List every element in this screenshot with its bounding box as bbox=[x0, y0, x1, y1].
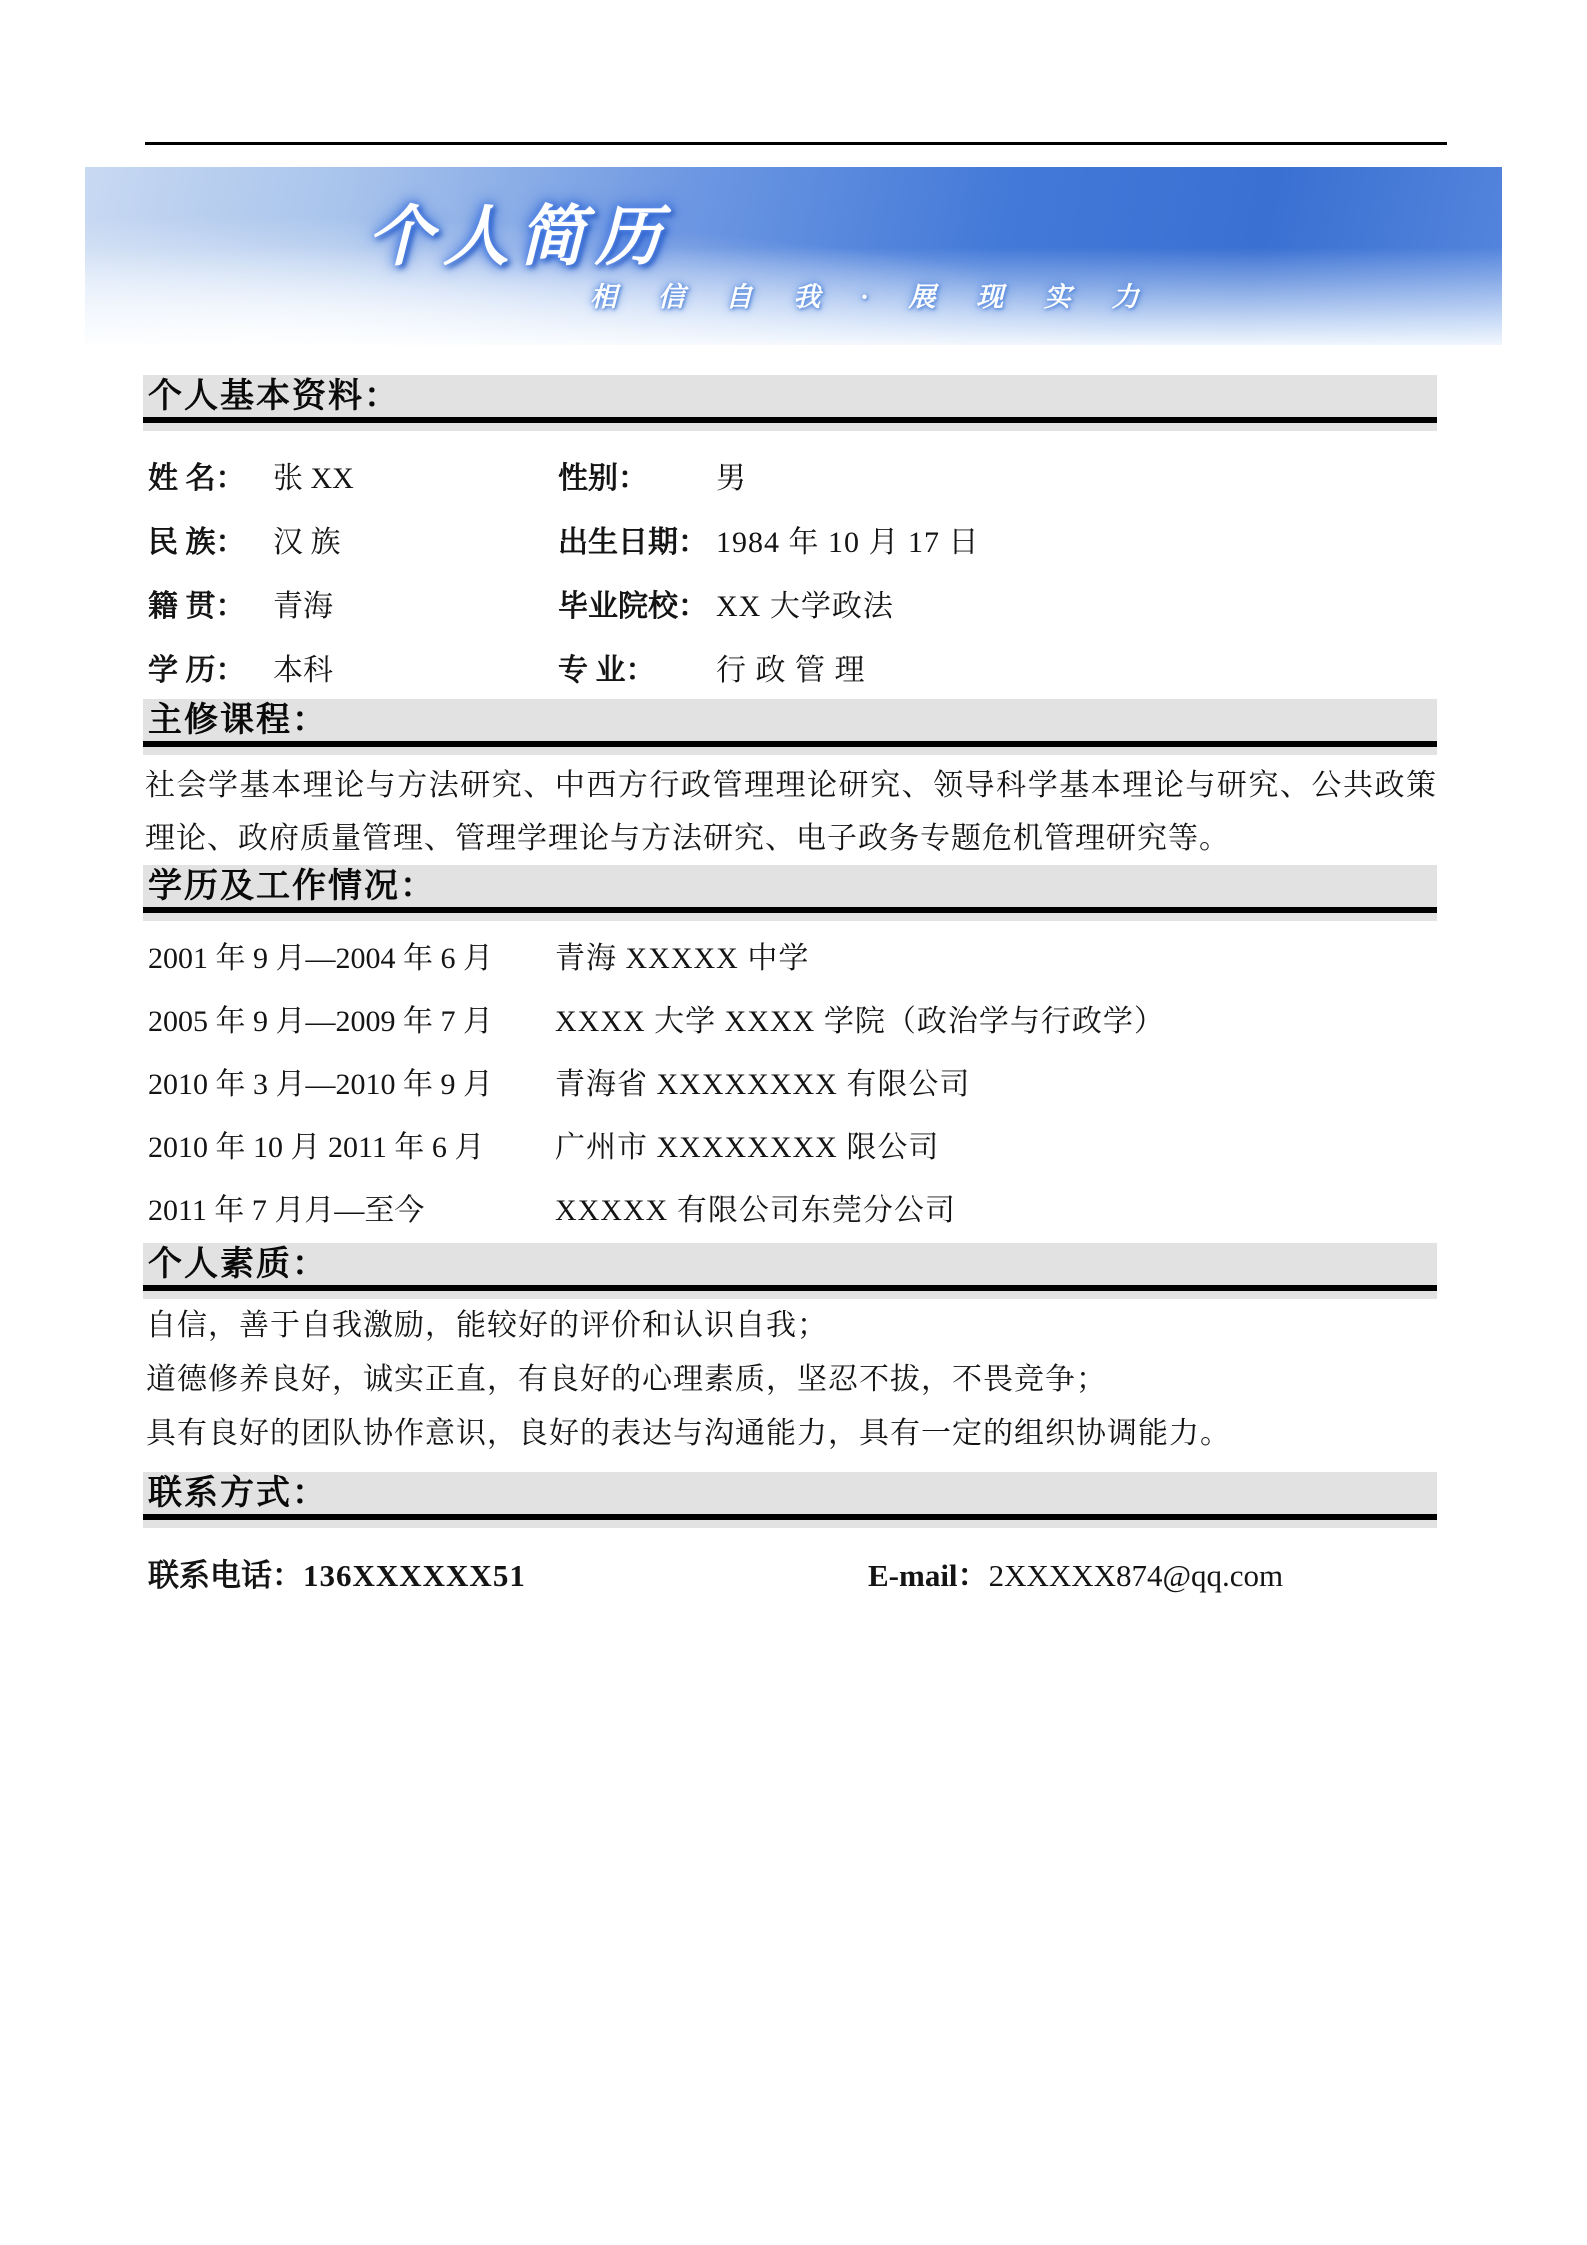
timeline-row bbox=[143, 1175, 1437, 1238]
email-value: 2XXXXX874@qq.com bbox=[988, 1558, 1284, 1593]
banner bbox=[85, 167, 1502, 345]
qualities-list bbox=[143, 1299, 1437, 1461]
timeline-period: 2010 年 3 月—2010 年 9 月 bbox=[148, 1067, 493, 1101]
section-heading: 个人素质： bbox=[148, 1246, 328, 1283]
timeline-place: 青海省 XXXXXXXX 有限公司 bbox=[555, 1067, 971, 1101]
field-label: 姓 名： bbox=[148, 462, 246, 495]
timeline-row bbox=[143, 1049, 1437, 1112]
section-heading: 学历及工作情况： bbox=[148, 868, 436, 905]
section-header-history bbox=[143, 865, 1437, 921]
section-heading: 主修课程： bbox=[148, 702, 328, 739]
phone-value: 136XXXXXX51 bbox=[303, 1558, 526, 1593]
timeline-place: XXXXX 有限公司东莞分公司 bbox=[555, 1193, 956, 1227]
section-header-contact bbox=[143, 1472, 1437, 1528]
banner-title: 个人简历 bbox=[367, 201, 671, 274]
field-value: XX 大学政法 bbox=[716, 590, 894, 623]
timeline-row bbox=[143, 923, 1437, 986]
timeline-period: 2010 年 10 月 2011 年 6 月 bbox=[148, 1130, 485, 1164]
section-header-basic-info bbox=[143, 375, 1437, 431]
contact-phone bbox=[148, 1550, 868, 1595]
field-value: 行 政 管 理 bbox=[716, 654, 866, 687]
section-heading: 联系方式： bbox=[148, 1475, 328, 1512]
timeline-period: 2001 年 9 月—2004 年 6 月 bbox=[148, 941, 493, 975]
email-label: E-mail： bbox=[868, 1558, 989, 1593]
field-value: 张 XX bbox=[273, 462, 354, 495]
info-row bbox=[143, 507, 1437, 571]
field-value: 1984 年 10 月 17 日 bbox=[716, 526, 980, 559]
quality-line: 具有良好的团队协作意识，良好的表达与沟通能力，具有一定的组织协调能力。 bbox=[146, 1417, 1231, 1450]
field-value: 汉 族 bbox=[273, 526, 341, 559]
field-label: 籍 贯： bbox=[148, 590, 246, 623]
info-row bbox=[143, 635, 1437, 699]
field-label: 学 历： bbox=[148, 654, 246, 687]
field-label: 毕业院校： bbox=[558, 590, 708, 623]
top-horizontal-rule bbox=[145, 142, 1447, 145]
contact-email bbox=[868, 1550, 1283, 1595]
phone-label: 联系电话： bbox=[148, 1558, 303, 1593]
section-header-qualities bbox=[143, 1243, 1437, 1299]
field-label: 民 族： bbox=[148, 526, 246, 559]
field-label: 专 业： bbox=[558, 654, 656, 687]
timeline-period: 2005 年 9 月—2009 年 7 月 bbox=[148, 1004, 493, 1038]
field-value: 青海 bbox=[273, 590, 333, 623]
section-header-courses bbox=[143, 699, 1437, 755]
field-label: 出生日期： bbox=[558, 526, 708, 559]
resume-content bbox=[143, 375, 1437, 1595]
timeline-place: XXXX 大学 XXXX 学院（政治学与行政学） bbox=[555, 1004, 1165, 1038]
quality-line: 道德修养良好，诚实正直，有良好的心理素质，坚忍不拔，不畏竞争； bbox=[146, 1363, 1107, 1396]
field-label: 性别： bbox=[558, 462, 648, 495]
field-value: 本科 bbox=[273, 654, 333, 687]
timeline-period: 2011 年 7 月月—至今 bbox=[148, 1193, 425, 1227]
timeline-row bbox=[143, 986, 1437, 1049]
field-value: 男 bbox=[716, 462, 747, 495]
quality-line: 自信，善于自我激励，能较好的评价和认识自我； bbox=[146, 1309, 828, 1342]
section-heading: 个人基本资料： bbox=[148, 378, 400, 415]
info-row bbox=[143, 571, 1437, 635]
history-list bbox=[143, 923, 1437, 1238]
banner-tagline: 相 信 自 我 · 展 现 实 力 bbox=[590, 282, 1156, 312]
contact-row bbox=[143, 1550, 1437, 1595]
timeline-place: 广州市 XXXXXXXX 限公司 bbox=[555, 1130, 940, 1164]
info-row bbox=[143, 443, 1437, 507]
timeline-place: 青海 XXXXX 中学 bbox=[555, 941, 810, 975]
timeline-row bbox=[143, 1112, 1437, 1175]
courses-paragraph: 社会学基本理论与方法研究、中西方行政管理理论研究、领导科学基本理论与研究、公共政策理论、政府质量管理、管理学理论与方法研究、电子政务专题危机管理研究等。 bbox=[145, 769, 1437, 855]
basic-info-grid bbox=[143, 443, 1437, 699]
